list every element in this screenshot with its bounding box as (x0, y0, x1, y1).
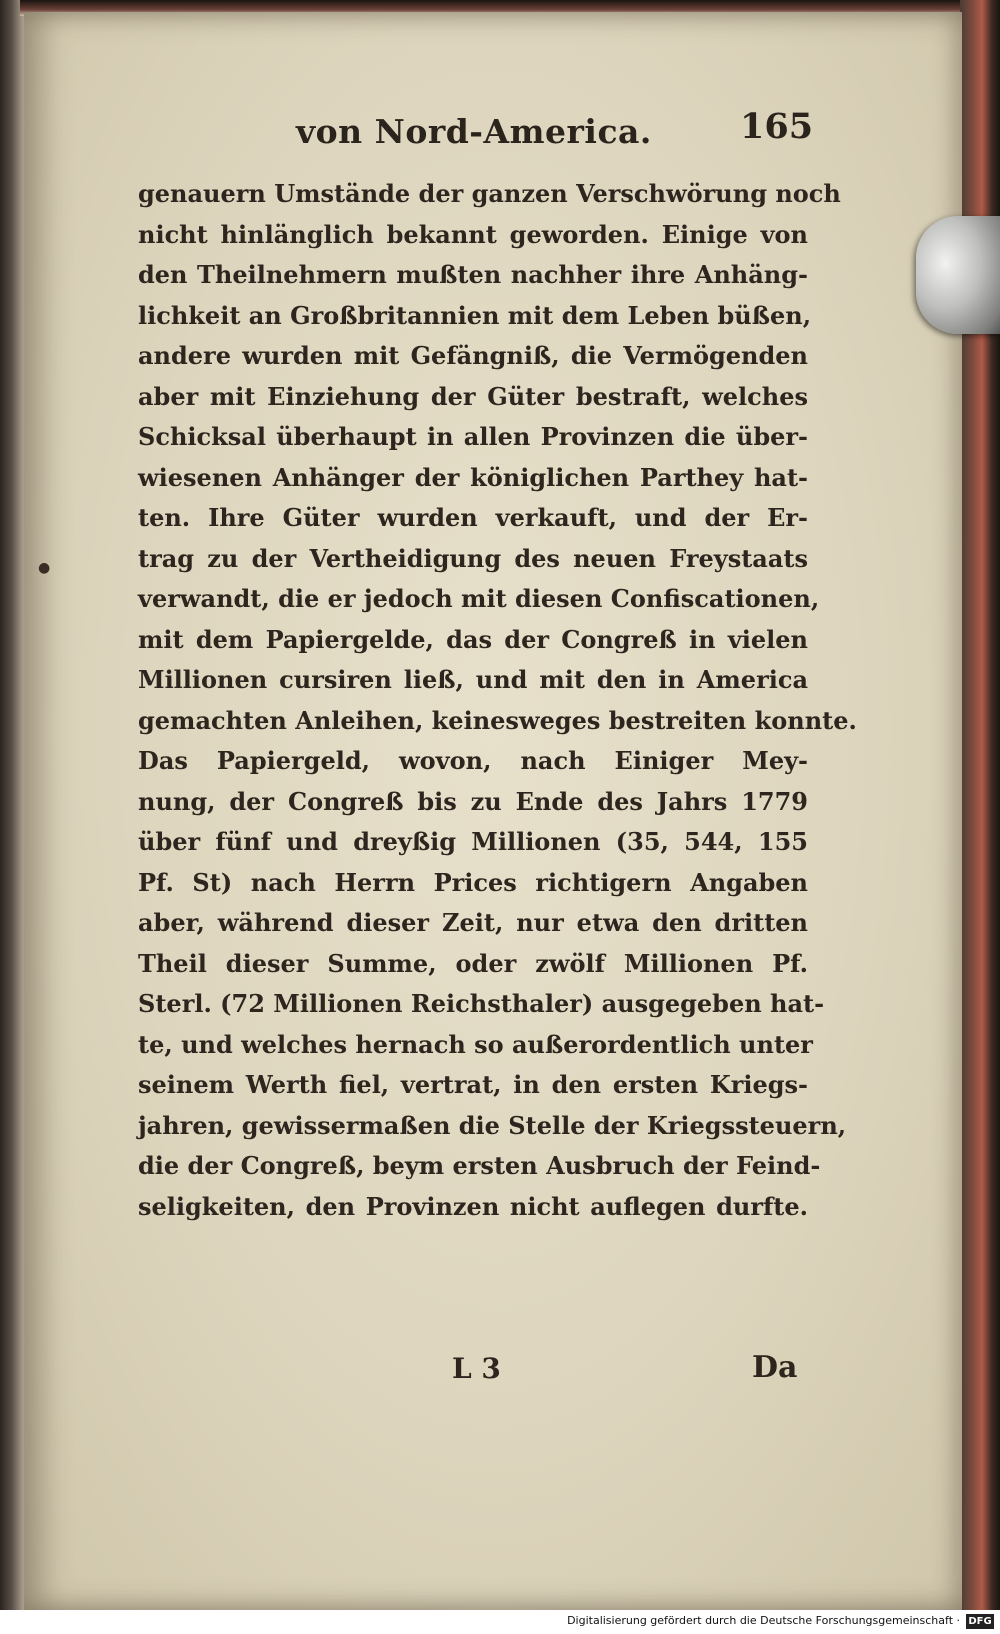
text-line: ten. Ihre Güter wurden verkauft, und der Er- (138, 503, 808, 532)
text-line: aber mit Einziehung der Güter bestraft, welches (138, 381, 808, 411)
text-line: mit dem Papiergelde, das der Congreß in vielen (138, 624, 808, 654)
text-line: Das Papiergeld, wovon, nach Einiger Mey- (138, 746, 808, 775)
page-clip (916, 216, 1000, 334)
text-line: den Theilnehmern mußten nachher ihre Anhäng- (138, 260, 808, 289)
text-line: gemachten Anleihen, keinesweges bestreiten konnte. (138, 705, 857, 735)
funding-credit: Digitalisierung gefördert durch die Deutsche Forschungsgemeinschaft · (567, 1614, 960, 1627)
margin-mark: ● (38, 560, 51, 576)
text-line: wiesenen Anhänger der königlichen Parthey hat- (138, 462, 808, 492)
footer-bar (0, 1610, 1000, 1634)
text-line: nicht hinlänglich bekannt geworden. Einige von (138, 219, 808, 249)
text-line: über fünf und dreyßig Millionen (35, 544, 155 (138, 827, 808, 856)
text-line: trag zu der Vertheidigung des neuen Freystaats (138, 543, 808, 573)
text-line: Theil dieser Summe, oder zwölf Millionen Pf. (138, 948, 808, 978)
text-line: aber, während dieser Zeit, nur etwa den dritten (138, 908, 808, 937)
text-line: Pf. St) nach Herrn Prices richtigern Angaben (138, 867, 808, 897)
running-head: von Nord-America. (296, 112, 652, 151)
signature-mark: L 3 (452, 1352, 501, 1385)
catchword: Da (752, 1350, 798, 1385)
text-line: jahren, gewissermaßen die Stelle der Kriegssteuern, (138, 1110, 847, 1140)
text-line: Millionen cursiren ließ, und mit den in America (138, 665, 808, 694)
body-text (138, 174, 857, 1227)
text-line: genauern Umstände der ganzen Verschwörung noch (138, 179, 841, 208)
text-line: verwandt, die er jedoch mit diesen Confiscationen, (138, 584, 820, 613)
page-number: 165 (740, 106, 814, 147)
text-line: Schicksal überhaupt in allen Provinzen die über- (138, 422, 808, 451)
text-line: lichkeit an Großbritannien mit dem Leben büßen, (138, 300, 812, 330)
text-line: seinem Werth fiel, vertrat, in den ersten Kriegs- (138, 1070, 808, 1099)
text-line: te, und welches hernach so außerordentlich unter (138, 1029, 813, 1059)
text-line: nung, der Congreß bis zu Ende des Jahrs 1779 (138, 786, 808, 816)
dfg-logo-icon: DFG (966, 1614, 994, 1629)
text-line: Sterl. (72 Millionen Reichsthaler) ausgegeben hat- (138, 989, 825, 1018)
text-line: die der Congreß, beym ersten Ausbruch der Feind- (138, 1151, 821, 1180)
text-line: andere wurden mit Gefängniß, die Vermögenden (138, 341, 808, 370)
text-line: seligkeiten, den Provinzen nicht auflegen durfte. (138, 1191, 808, 1221)
